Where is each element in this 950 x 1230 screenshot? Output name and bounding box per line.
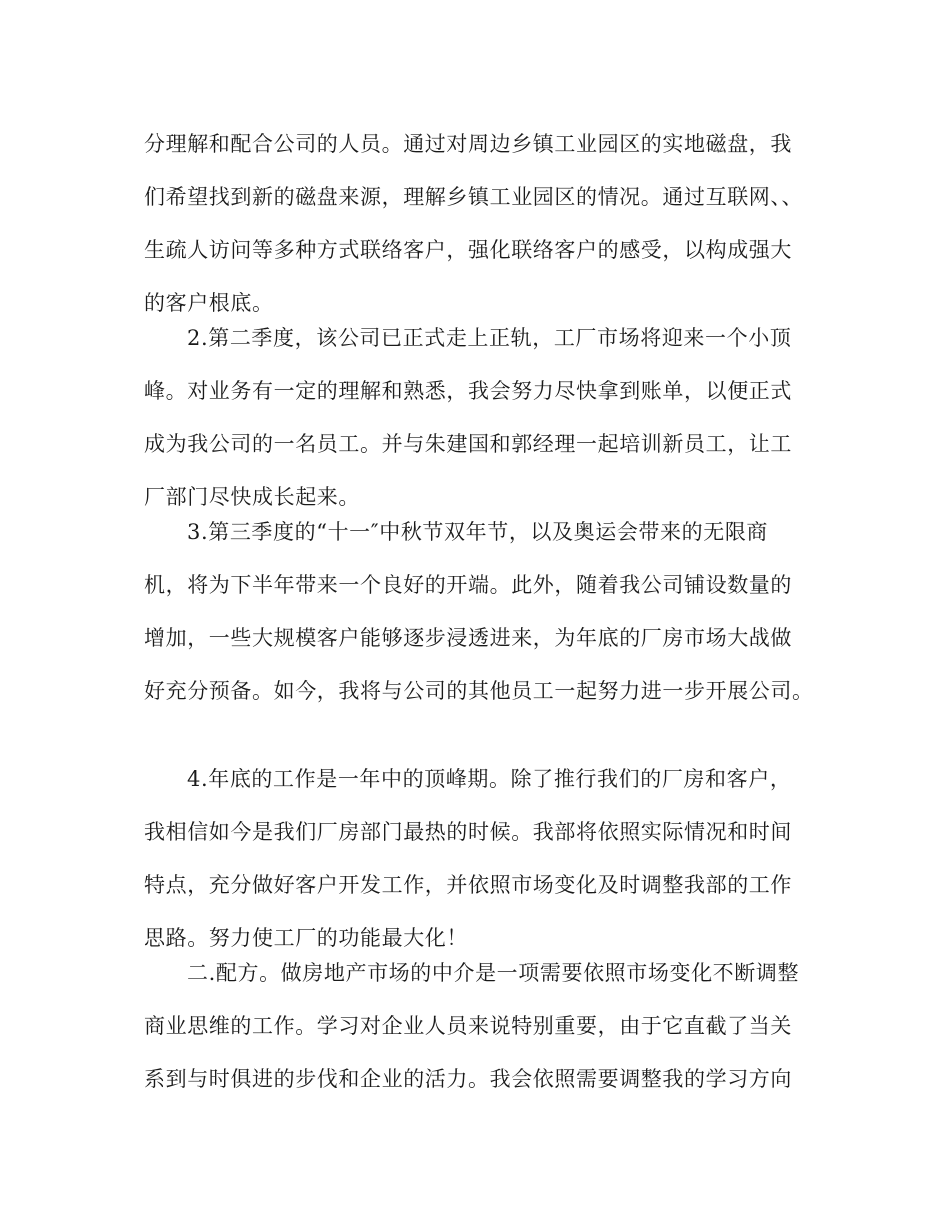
paragraph-start-line: 3.第三季度的“十一″中秋节双年节，以及奥运会带来的无限商 — [187, 520, 769, 544]
paragraph-start-line: 4.年底的工作是一年中的顶峰期。除了推行我们的厂房和客户， — [187, 767, 792, 791]
text-line: 成为我公司的一名员工。并与朱建国和郭经理一起培训新员工，让工 — [144, 432, 792, 456]
text-line: 们希望找到新的磁盘来源，理解乡镇工业园区的情况。通过互联网、、 — [144, 185, 804, 209]
text-line: 机，将为下半年带来一个良好的开端。此外，随着我公司铺设数量的 — [144, 573, 792, 597]
text-line: 好充分预备。如今，我将与公司的其他员工一起努力进一步开展公司。 — [144, 679, 814, 703]
text-line: 厂部门尽快成长起来。 — [144, 485, 360, 509]
text-line: 生疏人访问等多种方式联络客户，强化联络客户的感受，以构成强大 — [144, 238, 792, 262]
text-line: 商业思维的工作。学习对企业人员来说特别重要，由于它直截了当关 — [144, 1014, 792, 1038]
text-line: 峰。对业务有一定的理解和熟悉，我会努力尽快拿到账单，以便正式 — [144, 379, 792, 403]
text-line: 特点，充分做好客户开发工作，并依照市场变化及时调整我部的工作 — [144, 873, 792, 897]
text-line: 增加，一些大规模客户能够逐步浸透进来，为年底的厂房市场大战做 — [144, 626, 792, 650]
text-line: 分理解和配合公司的人员。通过对周边乡镇工业园区的实地磁盘，我 — [144, 132, 792, 156]
text-line: 思路。努力使工厂的功能最大化！ — [144, 926, 468, 950]
text-line: 的客户根底。 — [144, 291, 274, 315]
text-line: 系到与时俱进的步伐和企业的活力。我会依照需要调整我的学习方向 — [144, 1067, 792, 1091]
paragraph-start-line: 2.第二季度，该公司已正式走上正轨，工厂市场将迎来一个小顶 — [187, 326, 792, 350]
text-line: 我相信如今是我们厂房部门最热的时候。我部将依照实际情况和时间 — [144, 820, 792, 844]
paragraph-start-line: 二.配方。做房地产市场的中介是一项需要依照市场变化不断调整 — [187, 961, 800, 985]
